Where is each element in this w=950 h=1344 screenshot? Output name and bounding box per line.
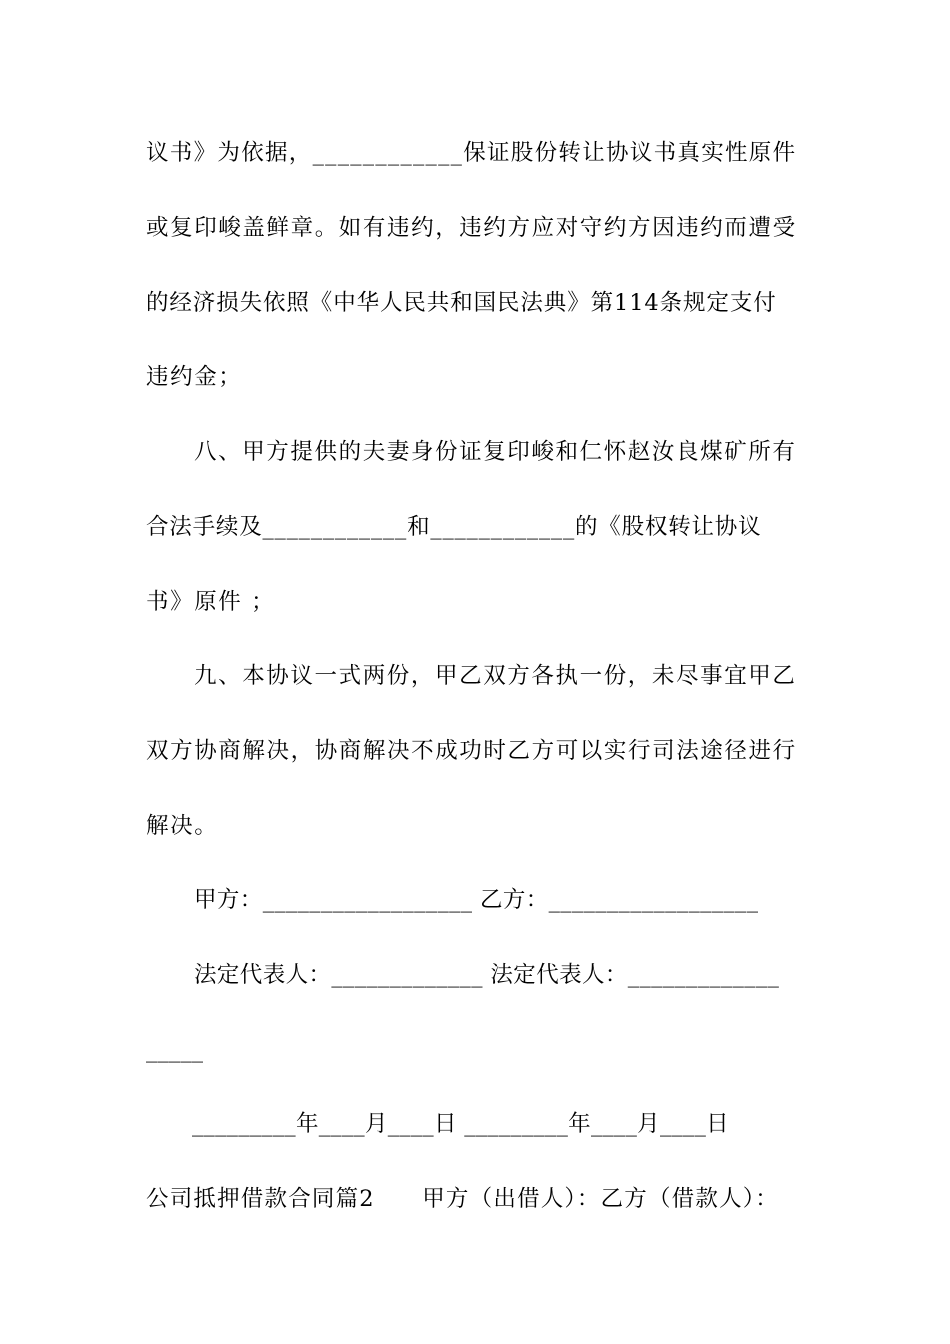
section-heading-line: 公司抵押借款合同篇2 甲方（出借人）：乙方（借款人）： <box>146 1186 779 1212</box>
text-line: _____ <box>146 1037 204 1063</box>
text-line: 违约金； <box>146 364 243 390</box>
text-line: 议书》为依据，____________保证股份转让协议书真实性原件 <box>146 140 797 166</box>
text-line: 合法手续及____________和____________的《股权转让协议 <box>146 514 762 540</box>
text-line: 解决。 <box>146 813 219 839</box>
text-line: 九、本协议一式两份，甲乙双方各执一份，未尽事宜甲乙 <box>194 663 797 689</box>
signature-date-line: _________年____月____日 _________年____月____日 <box>192 1111 729 1137</box>
text-line: 的经济损失依照《中华人民共和国民法典》第114条规定支付 <box>146 290 777 316</box>
text-line: 书》原件 ； <box>146 589 276 615</box>
text-line: 双方协商解决，协商解决不成功时乙方可以实行司法途径进行 <box>146 738 797 764</box>
signature-representative-line: 法定代表人：_____________ 法定代表人：_____________ <box>194 962 780 988</box>
text-line: 或复印峻盖鲜章。如有违约，违约方应对守约方因违约而遭受 <box>146 215 797 241</box>
text-line: 八、甲方提供的夫妻身份证复印峻和仁怀赵汝良煤矿所有 <box>194 439 797 465</box>
signature-party-line: 甲方：__________________ 乙方：__________________ <box>194 887 759 913</box>
